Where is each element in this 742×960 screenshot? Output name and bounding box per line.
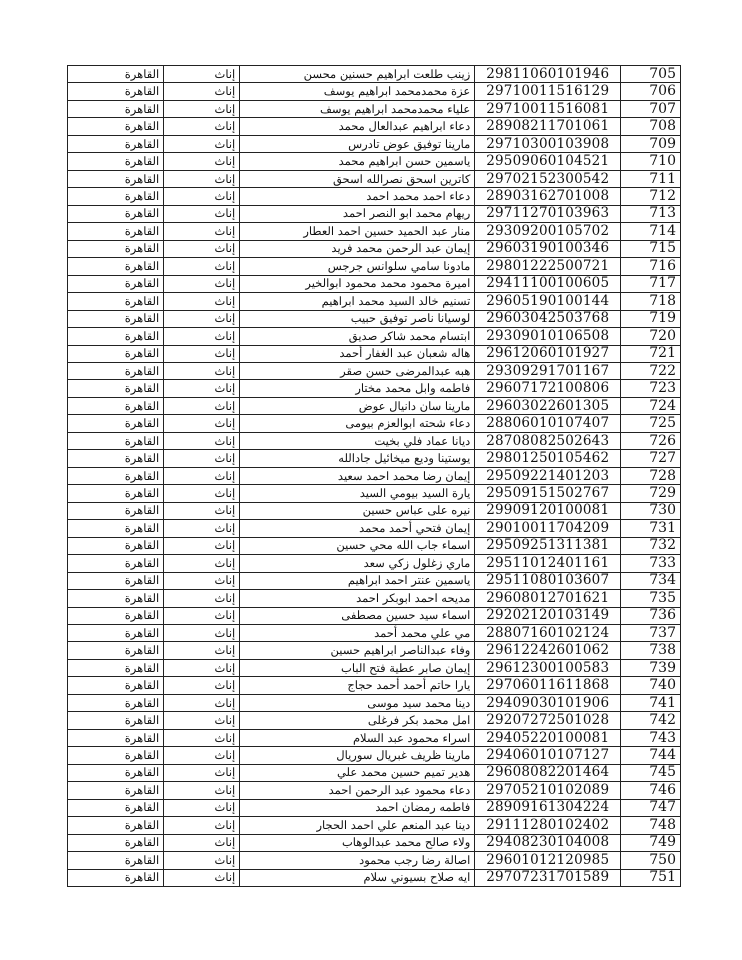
governorate-cell: القاهرة (68, 170, 164, 187)
serial-number-cell: 730 (621, 502, 681, 519)
gender-cell: إناث (164, 852, 240, 869)
name-cell: ابتسام محمد شاكر صديق (240, 328, 475, 345)
governorate-cell: القاهرة (68, 729, 164, 746)
table-row (68, 729, 681, 746)
governorate-cell: القاهرة (68, 467, 164, 484)
name-cell: يوستينا وديع ميخائيل جادالله (240, 450, 475, 467)
name-cell: ياسمين حسن ابراهيم محمد (240, 153, 475, 170)
table-row (68, 659, 681, 676)
governorate-cell: القاهرة (68, 293, 164, 310)
governorate-cell: القاهرة (68, 502, 164, 519)
gender-cell: إناث (164, 817, 240, 834)
name-cell: هاله شعبان عبد الغفار أحمد (240, 345, 475, 362)
name-cell: امل محمد بكر فرغلى (240, 712, 475, 729)
gender-cell: إناث (164, 188, 240, 205)
serial-number-cell: 749 (621, 834, 681, 851)
gender-cell: إناث (164, 223, 240, 240)
name-cell: هبه عبدالمرضى حسن صقر (240, 362, 475, 379)
name-cell: دينا عبد المنعم علي احمد الحجار (240, 817, 475, 834)
name-cell: فاطمه رمضان احمد (240, 799, 475, 816)
table-row (68, 502, 681, 519)
serial-number-cell: 742 (621, 712, 681, 729)
serial-number-cell: 741 (621, 694, 681, 711)
national-id-cell: 29509060104521 (475, 153, 621, 170)
gender-cell: إناث (164, 834, 240, 851)
governorate-cell: القاهرة (68, 310, 164, 327)
name-cell: اميرة محمود محمد محمود ابوالخير (240, 275, 475, 292)
national-id-cell: 29409030101906 (475, 694, 621, 711)
serial-number-cell: 716 (621, 258, 681, 275)
serial-number-cell: 724 (621, 397, 681, 414)
gender-cell: إناث (164, 293, 240, 310)
gender-cell: إناث (164, 83, 240, 100)
serial-number-cell: 733 (621, 555, 681, 572)
national-id-cell: 29207272501028 (475, 712, 621, 729)
governorate-cell: القاهرة (68, 380, 164, 397)
governorate-cell: القاهرة (68, 642, 164, 659)
table-row (68, 869, 681, 886)
serial-number-cell: 710 (621, 153, 681, 170)
national-id-cell: 29612242601062 (475, 642, 621, 659)
table-row (68, 205, 681, 222)
table-row (68, 397, 681, 414)
national-id-cell: 29111280102402 (475, 817, 621, 834)
name-cell: اسراء محمود عبد السلام (240, 729, 475, 746)
table-row (68, 450, 681, 467)
gender-cell: إناث (164, 694, 240, 711)
serial-number-cell: 736 (621, 607, 681, 624)
name-cell: دعاء احمد محمد احمد (240, 188, 475, 205)
gender-cell: إناث (164, 502, 240, 519)
serial-number-cell: 747 (621, 799, 681, 816)
name-cell: يارا حاتم أحمد أحمد حجاج (240, 677, 475, 694)
serial-number-cell: 739 (621, 659, 681, 676)
serial-number-cell: 720 (621, 328, 681, 345)
names-table (67, 65, 681, 887)
serial-number-cell: 734 (621, 572, 681, 589)
serial-number-cell: 721 (621, 345, 681, 362)
governorate-cell: القاهرة (68, 432, 164, 449)
governorate-cell: القاهرة (68, 782, 164, 799)
governorate-cell: القاهرة (68, 83, 164, 100)
national-id-cell: 29811060101946 (475, 66, 621, 83)
governorate-cell: القاهرة (68, 135, 164, 152)
national-id-cell: 28903162701008 (475, 188, 621, 205)
gender-cell: إناث (164, 590, 240, 607)
name-cell: منار عبد الحميد حسين احمد العطار (240, 223, 475, 240)
national-id-cell: 29511012401161 (475, 555, 621, 572)
gender-cell: إناث (164, 170, 240, 187)
national-id-cell: 29603190100346 (475, 240, 621, 257)
governorate-cell: القاهرة (68, 66, 164, 83)
name-cell: إيمان عبد الرحمن محمد فريد (240, 240, 475, 257)
governorate-cell: القاهرة (68, 328, 164, 345)
governorate-cell: القاهرة (68, 607, 164, 624)
serial-number-cell: 744 (621, 747, 681, 764)
governorate-cell: القاهرة (68, 712, 164, 729)
serial-number-cell: 718 (621, 293, 681, 310)
serial-number-cell: 709 (621, 135, 681, 152)
gender-cell: إناث (164, 66, 240, 83)
serial-number-cell: 750 (621, 852, 681, 869)
national-id-cell: 28807160102124 (475, 625, 621, 642)
governorate-cell: القاهرة (68, 345, 164, 362)
national-id-cell: 29601012120985 (475, 852, 621, 869)
governorate-cell: القاهرة (68, 799, 164, 816)
governorate-cell: القاهرة (68, 537, 164, 554)
gender-cell: إناث (164, 432, 240, 449)
table-row (68, 712, 681, 729)
table-row (68, 135, 681, 152)
serial-number-cell: 726 (621, 432, 681, 449)
governorate-cell: القاهرة (68, 275, 164, 292)
national-id-cell: 29607172100806 (475, 380, 621, 397)
name-cell: مارينا سان دانيال عوض (240, 397, 475, 414)
serial-number-cell: 732 (621, 537, 681, 554)
gender-cell: إناث (164, 380, 240, 397)
serial-number-cell: 738 (621, 642, 681, 659)
name-cell: دعاء ابراهيم عبدالعال محمد (240, 118, 475, 135)
gender-cell: إناث (164, 782, 240, 799)
table-row (68, 467, 681, 484)
national-id-cell: 29612300100583 (475, 659, 621, 676)
table-row (68, 677, 681, 694)
national-id-cell: 29408230104008 (475, 834, 621, 851)
table-row (68, 625, 681, 642)
name-cell: مديحه احمد ابوبكر احمد (240, 590, 475, 607)
national-id-cell: 29509221401203 (475, 467, 621, 484)
governorate-cell: القاهرة (68, 659, 164, 676)
national-id-cell: 29612060101927 (475, 345, 621, 362)
table-row (68, 66, 681, 83)
national-id-cell: 29801222500721 (475, 258, 621, 275)
serial-number-cell: 737 (621, 625, 681, 642)
national-id-cell: 29711270103963 (475, 205, 621, 222)
gender-cell: إناث (164, 729, 240, 746)
table-row (68, 799, 681, 816)
serial-number-cell: 714 (621, 223, 681, 240)
table-row (68, 310, 681, 327)
gender-cell: إناث (164, 310, 240, 327)
governorate-cell: القاهرة (68, 415, 164, 432)
national-id-cell: 29309200105702 (475, 223, 621, 240)
table-row (68, 240, 681, 257)
table-row (68, 642, 681, 659)
name-cell: زينب طلعت ابراهيم حسنين محسن (240, 66, 475, 83)
governorate-cell: القاهرة (68, 869, 164, 886)
table-row (68, 764, 681, 781)
gender-cell: إناث (164, 764, 240, 781)
serial-number-cell: 712 (621, 188, 681, 205)
governorate-cell: القاهرة (68, 590, 164, 607)
gender-cell: إناث (164, 467, 240, 484)
national-id-cell: 29511080103607 (475, 572, 621, 589)
national-id-cell: 29603022601305 (475, 397, 621, 414)
name-cell: لوسيانا ناصر توفيق حبيب (240, 310, 475, 327)
table-row (68, 852, 681, 869)
national-id-cell: 29710011516081 (475, 100, 621, 117)
governorate-cell: القاهرة (68, 188, 164, 205)
name-cell: ياسمين عنتر احمد ابراهيم (240, 572, 475, 589)
serial-number-cell: 731 (621, 520, 681, 537)
gender-cell: إناث (164, 415, 240, 432)
governorate-cell: القاهرة (68, 817, 164, 834)
gender-cell: إناث (164, 799, 240, 816)
table-row (68, 118, 681, 135)
governorate-cell: القاهرة (68, 834, 164, 851)
gender-cell: إناث (164, 625, 240, 642)
national-id-cell: 29309010106508 (475, 328, 621, 345)
serial-number-cell: 751 (621, 869, 681, 886)
national-id-cell: 28806010107407 (475, 415, 621, 432)
gender-cell: إناث (164, 328, 240, 345)
national-id-cell: 29603042503768 (475, 310, 621, 327)
gender-cell: إناث (164, 555, 240, 572)
serial-number-cell: 743 (621, 729, 681, 746)
serial-number-cell: 729 (621, 485, 681, 502)
name-cell: اصالة رضا رجب محمود (240, 852, 475, 869)
serial-number-cell: 717 (621, 275, 681, 292)
governorate-cell: القاهرة (68, 153, 164, 170)
governorate-cell: القاهرة (68, 205, 164, 222)
national-id-cell: 29706011611868 (475, 677, 621, 694)
governorate-cell: القاهرة (68, 677, 164, 694)
gender-cell: إناث (164, 450, 240, 467)
national-id-cell: 29010011704209 (475, 520, 621, 537)
national-id-cell: 29509251311381 (475, 537, 621, 554)
gender-cell: إناث (164, 677, 240, 694)
serial-number-cell: 728 (621, 467, 681, 484)
table-row (68, 83, 681, 100)
serial-number-cell: 727 (621, 450, 681, 467)
name-cell: علياء محمدمحمد ابراهيم يوسف (240, 100, 475, 117)
name-cell: دينا محمد سيد موسى (240, 694, 475, 711)
serial-number-cell: 748 (621, 817, 681, 834)
table-row (68, 223, 681, 240)
national-id-cell: 29909120100081 (475, 502, 621, 519)
serial-number-cell: 735 (621, 590, 681, 607)
gender-cell: إناث (164, 485, 240, 502)
name-cell: ماري زغلول زكي سعد (240, 555, 475, 572)
table-row (68, 485, 681, 502)
governorate-cell: القاهرة (68, 764, 164, 781)
table-row (68, 572, 681, 589)
serial-number-cell: 707 (621, 100, 681, 117)
governorate-cell: القاهرة (68, 258, 164, 275)
gender-cell: إناث (164, 362, 240, 379)
table-row (68, 607, 681, 624)
serial-number-cell: 723 (621, 380, 681, 397)
governorate-cell: القاهرة (68, 223, 164, 240)
table-row (68, 432, 681, 449)
national-id-cell: 29202120103149 (475, 607, 621, 624)
national-id-cell: 29406010107127 (475, 747, 621, 764)
name-cell: مادونا سامي سلوانس جرجس (240, 258, 475, 275)
national-id-cell: 29405220100081 (475, 729, 621, 746)
serial-number-cell: 719 (621, 310, 681, 327)
serial-number-cell: 708 (621, 118, 681, 135)
gender-cell: إناث (164, 520, 240, 537)
national-id-cell: 29605190100144 (475, 293, 621, 310)
national-id-cell: 29801250105462 (475, 450, 621, 467)
table-row (68, 834, 681, 851)
name-cell: دعاء شحته ابوالعزم بيومى (240, 415, 475, 432)
name-cell: كاترين اسحق نصرالله اسحق (240, 170, 475, 187)
governorate-cell: القاهرة (68, 572, 164, 589)
name-cell: ولاء صالح محمد عبدالوهاب (240, 834, 475, 851)
table-row (68, 275, 681, 292)
name-cell: ديانا عماد فلي بخيت (240, 432, 475, 449)
serial-number-cell: 745 (621, 764, 681, 781)
governorate-cell: القاهرة (68, 362, 164, 379)
names-table-body (68, 66, 681, 887)
governorate-cell: القاهرة (68, 625, 164, 642)
table-row (68, 555, 681, 572)
serial-number-cell: 746 (621, 782, 681, 799)
name-cell: وفاء عبدالناصر ابراهيم حسين (240, 642, 475, 659)
name-cell: اسماء سيد حسين مصطفى (240, 607, 475, 624)
national-id-cell: 29705210102089 (475, 782, 621, 799)
serial-number-cell: 713 (621, 205, 681, 222)
name-cell: عزة محمدمحمد ابراهيم يوسف (240, 83, 475, 100)
national-id-cell: 29707231701589 (475, 869, 621, 886)
gender-cell: إناث (164, 642, 240, 659)
table-row (68, 590, 681, 607)
name-cell: دعاء محمود عبد الرحمن احمد (240, 782, 475, 799)
governorate-cell: القاهرة (68, 240, 164, 257)
governorate-cell: القاهرة (68, 555, 164, 572)
governorate-cell: القاهرة (68, 100, 164, 117)
gender-cell: إناث (164, 275, 240, 292)
national-id-cell: 28909161304224 (475, 799, 621, 816)
name-cell: إيمان رضا محمد احمد سعيد (240, 467, 475, 484)
gender-cell: إناث (164, 712, 240, 729)
table-row (68, 817, 681, 834)
table-row (68, 153, 681, 170)
national-id-cell: 28708082502643 (475, 432, 621, 449)
name-cell: مارينا توفيق عوض تادرس (240, 135, 475, 152)
name-cell: فاطمه وابل محمد مختار (240, 380, 475, 397)
gender-cell: إناث (164, 869, 240, 886)
table-row (68, 188, 681, 205)
serial-number-cell: 706 (621, 83, 681, 100)
gender-cell: إناث (164, 537, 240, 554)
gender-cell: إناث (164, 240, 240, 257)
gender-cell: إناث (164, 153, 240, 170)
national-id-cell: 29309291701167 (475, 362, 621, 379)
name-cell: ريهام محمد ابو النصر احمد (240, 205, 475, 222)
table-row (68, 537, 681, 554)
governorate-cell: القاهرة (68, 118, 164, 135)
gender-cell: إناث (164, 135, 240, 152)
table-row (68, 293, 681, 310)
name-cell: مارينا ظريف غبريال سوريال (240, 747, 475, 764)
table-row (68, 380, 681, 397)
name-cell: اسماء جاب الله محي حسين (240, 537, 475, 554)
gender-cell: إناث (164, 345, 240, 362)
serial-number-cell: 725 (621, 415, 681, 432)
national-id-cell: 29509151502767 (475, 485, 621, 502)
name-cell: مي علي محمد أحمد (240, 625, 475, 642)
national-id-cell: 29710011516129 (475, 83, 621, 100)
table-row (68, 100, 681, 117)
serial-number-cell: 715 (621, 240, 681, 257)
table-row (68, 345, 681, 362)
table-row (68, 170, 681, 187)
gender-cell: إناث (164, 118, 240, 135)
governorate-cell: القاهرة (68, 485, 164, 502)
table-row (68, 782, 681, 799)
serial-number-cell: 711 (621, 170, 681, 187)
table-row (68, 258, 681, 275)
gender-cell: إناث (164, 659, 240, 676)
national-id-cell: 29608082201464 (475, 764, 621, 781)
name-cell: إيمان صابر عطية فتح الباب (240, 659, 475, 676)
gender-cell: إناث (164, 397, 240, 414)
table-row (68, 747, 681, 764)
gender-cell: إناث (164, 100, 240, 117)
governorate-cell: القاهرة (68, 520, 164, 537)
governorate-cell: القاهرة (68, 450, 164, 467)
gender-cell: إناث (164, 258, 240, 275)
national-id-cell: 29702152300542 (475, 170, 621, 187)
national-id-cell: 29710300103908 (475, 135, 621, 152)
governorate-cell: القاهرة (68, 694, 164, 711)
serial-number-cell: 722 (621, 362, 681, 379)
gender-cell: إناث (164, 572, 240, 589)
gender-cell: إناث (164, 607, 240, 624)
name-cell: نيره على عباس حسين (240, 502, 475, 519)
name-cell: ايه صلاح بسيوني سلام (240, 869, 475, 886)
national-id-cell: 29411100100605 (475, 275, 621, 292)
governorate-cell: القاهرة (68, 747, 164, 764)
table-row (68, 520, 681, 537)
table-row (68, 415, 681, 432)
serial-number-cell: 705 (621, 66, 681, 83)
gender-cell: إناث (164, 205, 240, 222)
national-id-cell: 29608012701621 (475, 590, 621, 607)
name-cell: إيمان فتحي أحمد محمد (240, 520, 475, 537)
national-id-cell: 28908211701061 (475, 118, 621, 135)
name-cell: هدير تميم حسين محمد علي (240, 764, 475, 781)
gender-cell: إناث (164, 747, 240, 764)
name-cell: تسنيم خالد السيد محمد ابراهيم (240, 293, 475, 310)
governorate-cell: القاهرة (68, 852, 164, 869)
table-row (68, 694, 681, 711)
name-cell: يارة السيد بيومي السيد (240, 485, 475, 502)
governorate-cell: القاهرة (68, 397, 164, 414)
table-row (68, 362, 681, 379)
table-row (68, 328, 681, 345)
serial-number-cell: 740 (621, 677, 681, 694)
